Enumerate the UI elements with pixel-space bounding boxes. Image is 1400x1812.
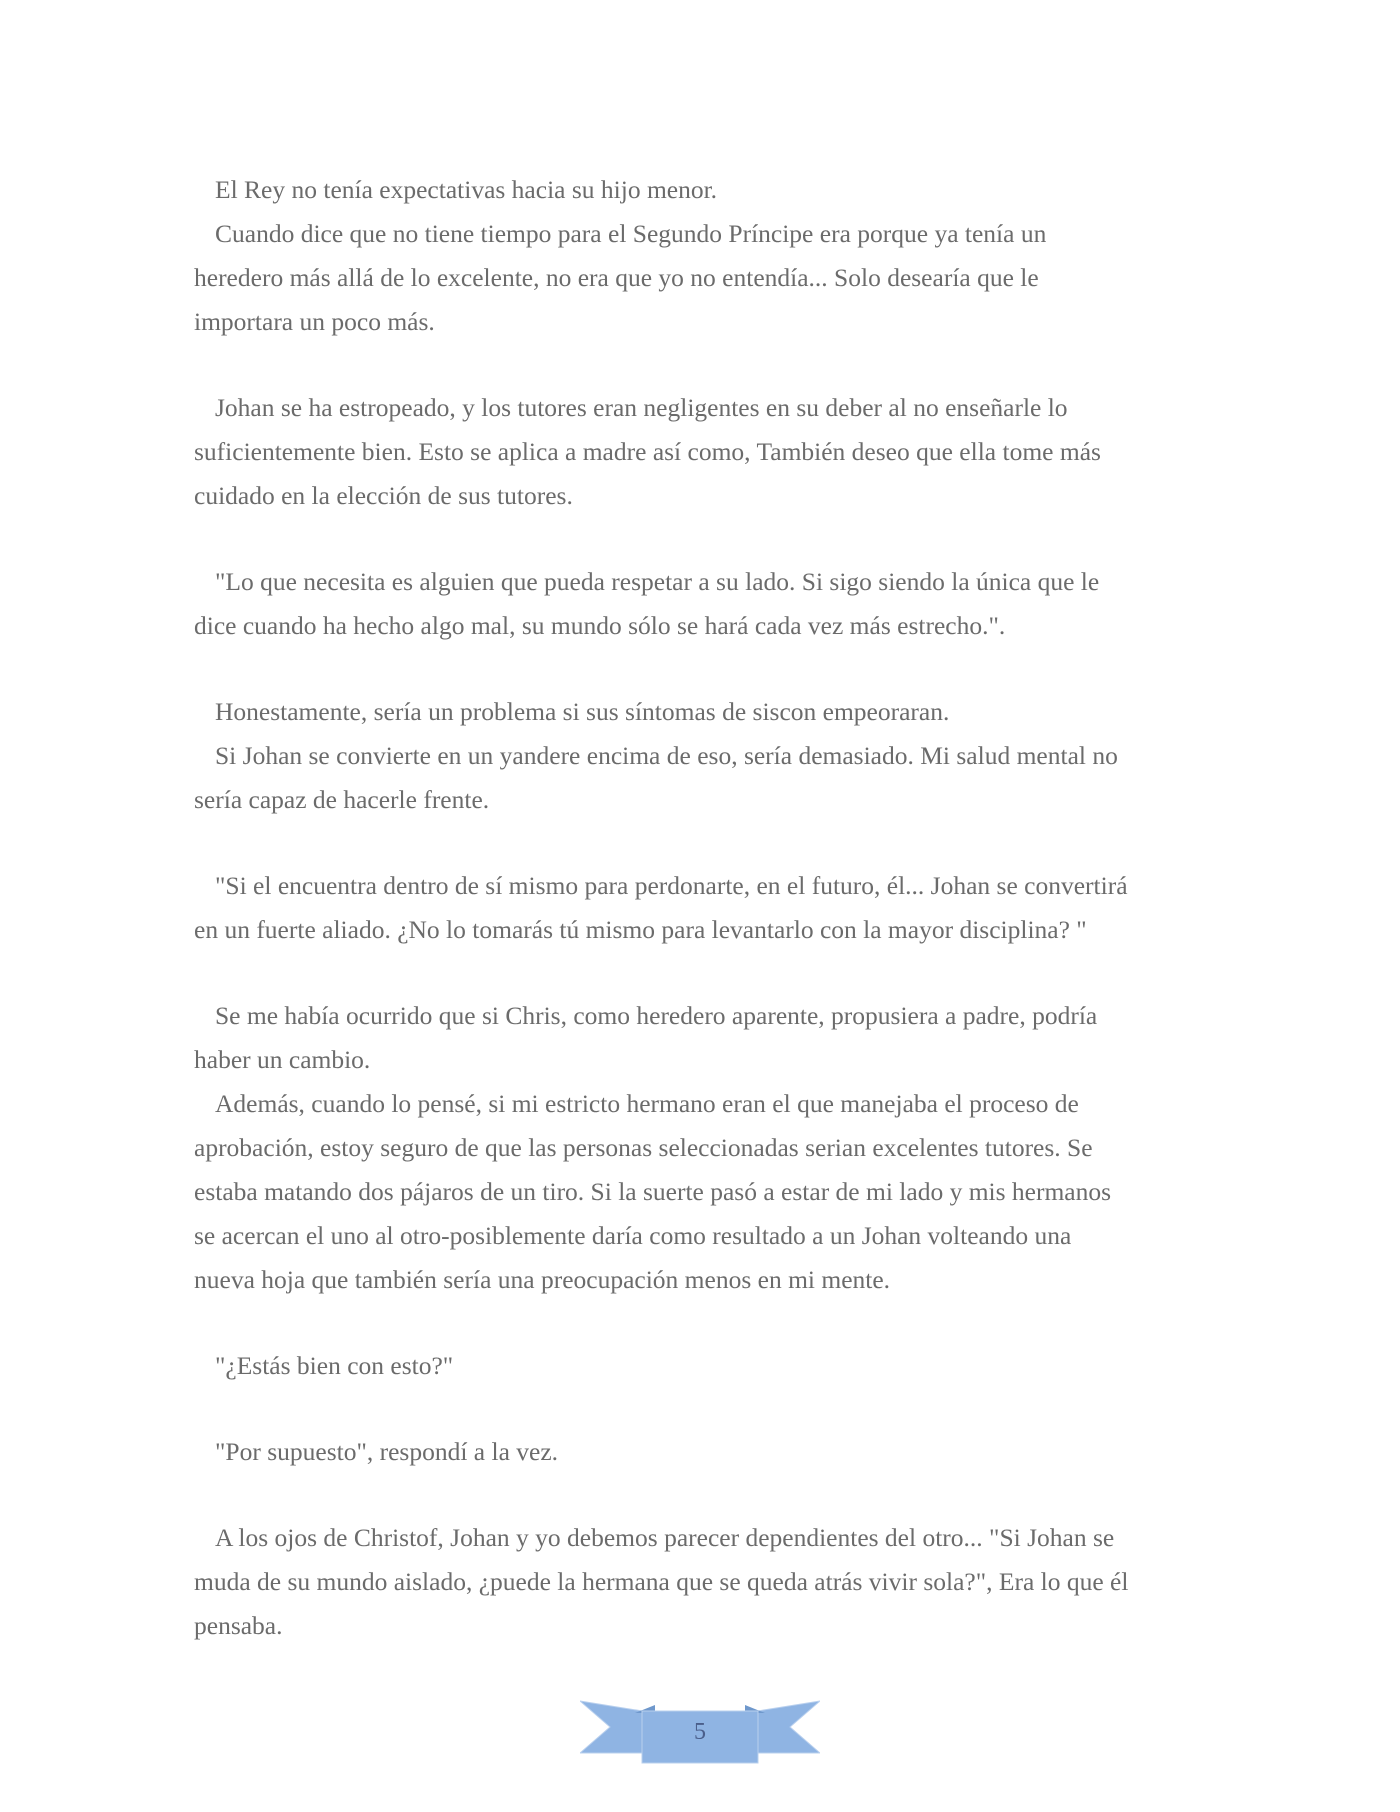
text-line: cuidado en la elección de sus tutores.	[194, 481, 573, 510]
text-line: sería capaz de hacerle frente.	[194, 785, 490, 814]
text-line: "Por supuesto", respondí a la vez.	[215, 1437, 559, 1466]
text-line: Cuando dice que no tiene tiempo para el Segundo Príncipe era porque ya tenía un	[215, 219, 1047, 248]
text-line: se acercan el uno al otro-posiblemente daría como resultado a un Johan volteando una	[194, 1221, 1072, 1250]
paragraph	[194, 1344, 1214, 1388]
text-line: Si Johan se convierte en un yandere encima de eso, sería demasiado. Mi salud mental no	[215, 741, 1118, 770]
page-number: 5	[694, 1719, 706, 1745]
paragraph	[194, 994, 1214, 1302]
text-line: aprobación, estoy seguro de que las personas seleccionadas serian excelentes tutores. Se	[194, 1133, 1093, 1162]
text-line: "¿Estás bien con esto?"	[215, 1351, 454, 1380]
text-line: estaba matando dos pájaros de un tiro. Si la suerte pasó a estar de mi lado y mis hermanos	[194, 1177, 1112, 1206]
text-line: heredero más allá de lo excelente, no era que yo no entendía... Solo desearía que le	[194, 263, 1039, 292]
text-line: pensaba.	[194, 1611, 283, 1640]
paragraph	[194, 1430, 1214, 1474]
text-line: Además, cuando lo pensé, si mi estricto hermano eran el que manejaba el proceso de	[215, 1089, 1079, 1118]
body-text	[194, 168, 1214, 1690]
text-line: muda de su mundo aislado, ¿puede la hermana que se queda atrás vivir sola?", Era lo que él	[194, 1567, 1129, 1596]
paragraph	[194, 1516, 1214, 1648]
text-line: haber un cambio.	[194, 1045, 371, 1074]
paragraph	[194, 690, 1214, 822]
text-line: importara un poco más.	[194, 307, 435, 336]
text-line: "Lo que necesita es alguien que pueda respetar a su lado. Si sigo siendo la única que le	[215, 567, 1100, 596]
paragraph	[194, 864, 1214, 952]
paragraph	[194, 560, 1214, 648]
text-line: A los ojos de Christof, Johan y yo debemos parecer dependientes del otro... "Si Johan se	[215, 1523, 1115, 1552]
text-line: Se me había ocurrido que si Chris, como heredero aparente, propusiera a padre, podría	[215, 1001, 1098, 1030]
text-line: en un fuerte aliado. ¿No lo tomarás tú mismo para levantarlo con la mayor disciplina? "	[194, 915, 1087, 944]
page-number-ribbon	[580, 1695, 820, 1767]
text-line: El Rey no tenía expectativas hacia su hijo menor.	[215, 175, 718, 204]
text-line: Johan se ha estropeado, y los tutores eran negligentes en su deber al no enseñarle lo	[215, 393, 1068, 422]
text-line: Honestamente, sería un problema si sus síntomas de siscon empeoraran.	[215, 697, 950, 726]
text-line: dice cuando ha hecho algo mal, su mundo sólo se hará cada vez más estrecho.".	[194, 611, 1006, 640]
paragraph	[194, 168, 1214, 344]
text-line: "Si el encuentra dentro de sí mismo para perdonarte, en el futuro, él... Johan se convertirá	[215, 871, 1128, 900]
text-line: suficientemente bien. Esto se aplica a madre así como, También deseo que ella tome más	[194, 437, 1101, 466]
text-line: nueva hoja que también sería una preocupación menos en mi mente.	[194, 1265, 891, 1294]
paragraph	[194, 386, 1214, 518]
